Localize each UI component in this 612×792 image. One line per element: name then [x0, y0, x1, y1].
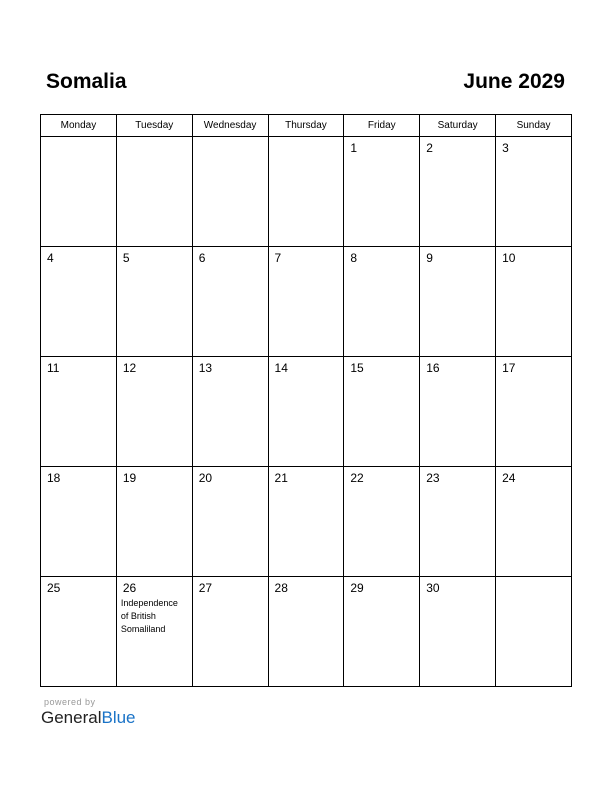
day-number: 7 — [274, 251, 282, 265]
logo-blue-text: Blue — [101, 708, 136, 727]
day-number: 1 — [350, 141, 358, 155]
day-cell — [496, 247, 572, 357]
weekday-header-row — [41, 115, 572, 137]
day-number: 2 — [426, 141, 433, 155]
calendar-grid — [40, 114, 572, 687]
day-number: 16 — [426, 361, 440, 375]
day-cell — [268, 357, 344, 467]
weekday-header: Wednesday — [192, 115, 268, 137]
day-cell — [268, 137, 344, 247]
month-year-title: June 2029 — [463, 70, 565, 93]
day-cell — [192, 357, 268, 467]
day-number: 9 — [426, 251, 433, 265]
day-cell — [420, 577, 496, 687]
weekday-header: Tuesday — [116, 115, 192, 137]
week-row — [41, 467, 572, 577]
day-number: 24 — [502, 471, 516, 485]
day-cell — [116, 577, 192, 687]
day-cell — [41, 247, 117, 357]
day-cell — [116, 247, 192, 357]
day-cell — [192, 467, 268, 577]
day-number: 19 — [122, 471, 137, 485]
week-row — [41, 357, 572, 467]
day-cell — [420, 247, 496, 357]
day-cell — [41, 137, 117, 247]
day-number: 29 — [350, 581, 364, 595]
day-number: 21 — [274, 471, 288, 485]
day-number: 14 — [274, 361, 288, 375]
day-cell — [496, 137, 572, 247]
day-cell — [41, 467, 117, 577]
week-row — [41, 577, 572, 687]
day-number: 28 — [274, 581, 288, 595]
day-cell — [344, 247, 420, 357]
country-title: Somalia — [46, 70, 127, 93]
day-number: 26 — [122, 581, 137, 595]
day-cell — [496, 577, 572, 687]
day-number: 13 — [198, 361, 213, 375]
day-number: 27 — [198, 581, 213, 595]
day-cell — [344, 357, 420, 467]
weekday-header: Sunday — [496, 115, 572, 137]
day-number: 22 — [350, 471, 364, 485]
day-cell — [344, 137, 420, 247]
powered-by-text: powered by — [44, 697, 96, 707]
day-number: 8 — [350, 251, 358, 265]
weekday-header: Saturday — [420, 115, 496, 137]
day-cell — [268, 577, 344, 687]
day-cell — [192, 247, 268, 357]
day-cell — [268, 467, 344, 577]
day-number: 18 — [47, 471, 61, 485]
week-row — [41, 247, 572, 357]
weekday-header: Monday — [41, 115, 117, 137]
holiday-label: Independence of British Somaliland — [120, 598, 178, 634]
day-cell — [344, 467, 420, 577]
week-row — [41, 137, 572, 247]
day-cell — [268, 247, 344, 357]
day-number: 12 — [122, 361, 137, 375]
day-number: 30 — [426, 581, 440, 595]
weekday-header: Friday — [344, 115, 420, 137]
day-number: 5 — [122, 251, 130, 265]
day-number: 20 — [198, 471, 213, 485]
day-number: 17 — [502, 361, 516, 375]
day-cell — [41, 577, 117, 687]
day-cell — [41, 357, 117, 467]
day-number: 3 — [502, 141, 509, 155]
weekday-header: Thursday — [268, 115, 344, 137]
day-cell — [116, 137, 192, 247]
day-cell — [496, 357, 572, 467]
day-number: 11 — [47, 361, 60, 375]
day-cell — [344, 577, 420, 687]
day-number: 10 — [502, 251, 516, 265]
day-cell — [496, 467, 572, 577]
day-cell — [116, 357, 192, 467]
generalblue-logo[interactable] — [41, 708, 136, 728]
day-cell — [116, 467, 192, 577]
day-cell — [192, 577, 268, 687]
logo-general-text: General — [41, 708, 102, 727]
day-number: 25 — [47, 581, 61, 595]
day-number: 4 — [47, 251, 54, 265]
day-number: 23 — [426, 471, 440, 485]
day-number: 15 — [350, 361, 364, 375]
day-cell — [192, 137, 268, 247]
day-cell — [420, 467, 496, 577]
day-cell — [420, 357, 496, 467]
day-number: 6 — [198, 251, 206, 265]
day-cell — [420, 137, 496, 247]
